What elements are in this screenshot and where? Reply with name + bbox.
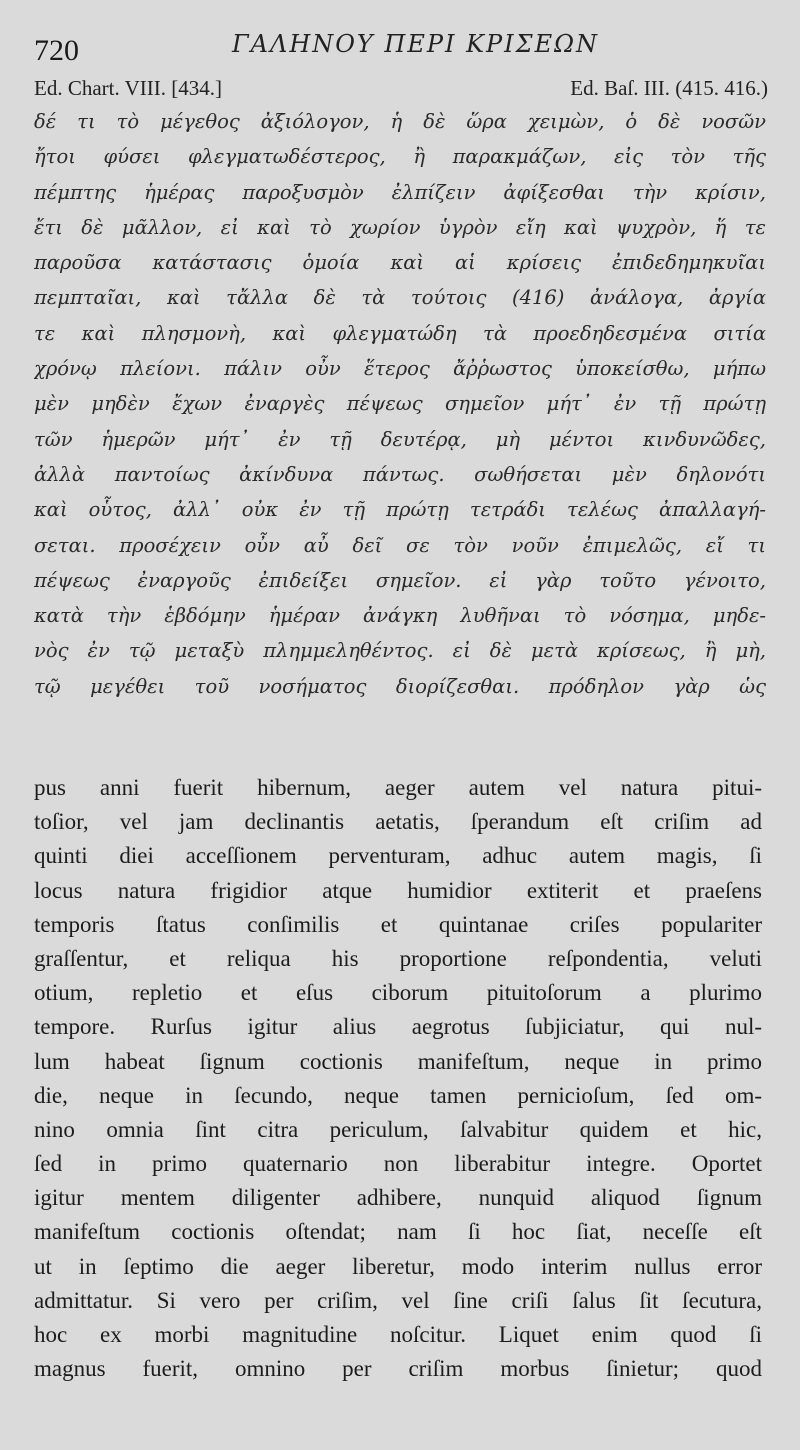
greek-text-line: χρόνῳ πλείονι. πάλιν οὖν ἕτερος ἄῤῥωστος ὑποκείσθω, μήπω — [34, 357, 766, 381]
latin-text-line: quinti diei acceſſionem perventuram, adhuc autem magis, ſi — [34, 843, 762, 869]
latin-text-line: manifeſtum coctionis oſtendat; nam ſi hoc ſiat, neceſſe eſt — [34, 1219, 762, 1245]
greek-text-line: τε καὶ πλησμονὴ, καὶ φλεγματώδη τὰ προεδηδεσμένα σιτία — [34, 321, 766, 345]
latin-text-block — [34, 771, 762, 1386]
latin-text-line: magnus fuerit, omnino per criſim morbus ſinietur; quod — [34, 1356, 762, 1382]
greek-text-line: ἤτοι φύσει φλεγματωδέστερος, ἢ παρακμάζων, εἰς τὸν τῆς — [34, 145, 766, 169]
latin-text-line: tempore. Rurſus igitur alius aegrotus ſubjiciatur, qui nul- — [34, 1014, 762, 1040]
edition-basel: Ed. Baſ. III. (415. 416.) — [570, 76, 768, 100]
latin-text-line: die, neque in ſecundo, neque tamen pernicioſum, ſed om- — [34, 1082, 762, 1108]
greek-text-line: ἀλλὰ παντοίως ἀκίνδυνα πάντως. σωθήσεται μὲν δηλονότι — [34, 462, 766, 486]
latin-text-line: ſed in primo quaternario non liberabitur integre. Oportet — [34, 1151, 762, 1177]
greek-text-line: νὸς ἐν τῷ μεταξὺ πλημμεληθέντος. εἰ δὲ μετὰ κρίσεως, ἢ μὴ, — [34, 639, 766, 663]
greek-text-line: πεμπταῖαι, καὶ τἄλλα δὲ τὰ τούτοις (416) ἀνάλογα, ἀργία — [34, 286, 766, 310]
page-number: 720 — [34, 34, 79, 67]
latin-text-line: pus anni fuerit hibernum, aeger autem vel natura pitui- — [34, 775, 762, 800]
greek-text-line: παροῦσα κατάστασις ὁμοία καὶ αἱ κρίσεις ἐπιδεδημηκυῖαι — [34, 251, 766, 275]
greek-text-line: τῷ μεγέθει τοῦ νοσήματος διορίζεσθαι. πρόδηλον γὰρ ὡς — [34, 674, 766, 698]
greek-text-line: κατὰ τὴν ἑβδόμην ἡμέραν ἀνάγκη λυθῆναι τὸ νόσημα, μηδε- — [34, 604, 766, 628]
edition-references — [34, 76, 768, 104]
latin-text-line: otium, repletio et eſus ciborum pituitoſorum a plurimo — [34, 980, 762, 1006]
latin-text-line: toſior, vel jam declinantis aetatis, ſperandum eſt criſim ad — [34, 809, 762, 835]
greek-text-line: ἔτι δὲ μᾶλλον, εἰ καὶ τὸ χωρίον ὑγρὸν εἴη καὶ ψυχρὸν, ἥ τε — [34, 215, 766, 239]
latin-text-line: admittatur. Si vero per criſim, vel ſine criſi ſalus ſit ſecutura, — [34, 1287, 762, 1313]
greek-text-line: καὶ οὗτος, ἀλλ᾽ οὐκ ἐν τῇ πρώτῃ τετράδι τελέως ἀπαλλαγή- — [34, 498, 766, 522]
greek-text-line: τῶν ἡμερῶν μήτ᾽ ἐν τῇ δευτέρᾳ, μὴ μέντοι κινδυνῶδες, — [34, 427, 766, 451]
greek-text-line: πέψεως ἐναργοῦς ἐπιδείξει σημεῖον. εἰ γὰρ τοῦτο γένοιτο, — [34, 568, 766, 592]
latin-text-line: lum habeat ſignum coctionis manifeſtum, neque in primo — [34, 1048, 762, 1074]
greek-text-line: δέ τι τὸ μέγεθος ἀξιόλογον, ἡ δὲ ὥρα χειμὼν, ὁ δὲ νοσῶν — [34, 110, 766, 133]
latin-text-line: locus natura frigidior atque humidior extiterit et praeſens — [34, 877, 762, 903]
latin-text-line: nino omnia ſint citra periculum, ſalvabitur quidem et hic, — [34, 1116, 762, 1142]
latin-text-line: ut in ſeptimo die aeger liberetur, modo interim nullus error — [34, 1253, 762, 1279]
greek-text-line: σεται. προσέχειν οὖν αὖ δεῖ σε τὸν νοῦν ἐπιμελῶς, εἴ τι — [34, 533, 766, 557]
latin-text-line: igitur mentem diligenter adhibere, nunquid aliquod ſignum — [34, 1185, 762, 1211]
greek-text-line: πέμπτης ἡμέρας παροξυσμὸν ἐλπίζειν ἀφίξεσθαι τὴν κρίσιν, — [34, 180, 766, 204]
latin-text-line: hoc ex morbi magnitudine noſcitur. Liquet enim quod ſi — [34, 1322, 762, 1347]
latin-text-line: graſſentur, et reliqua his proportione reſpondentia, veluti — [34, 945, 762, 971]
page-header — [34, 28, 770, 68]
greek-text-block — [34, 104, 766, 704]
edition-chartier: Ed. Chart. VIII. [434.] — [34, 76, 222, 100]
latin-text-line: temporis ſtatus conſimilis et quintanae criſes populariter — [34, 911, 762, 937]
greek-text-line: μὲν μηδὲν ἔχων ἐναργὲς πέψεως σημεῖον μήτ᾽ ἐν τῇ πρώτῃ — [34, 392, 766, 416]
running-title: ΓΑΛΗΝΟΥ ΠΕΡΙ ΚΡΙΣΕΩΝ — [232, 30, 600, 58]
